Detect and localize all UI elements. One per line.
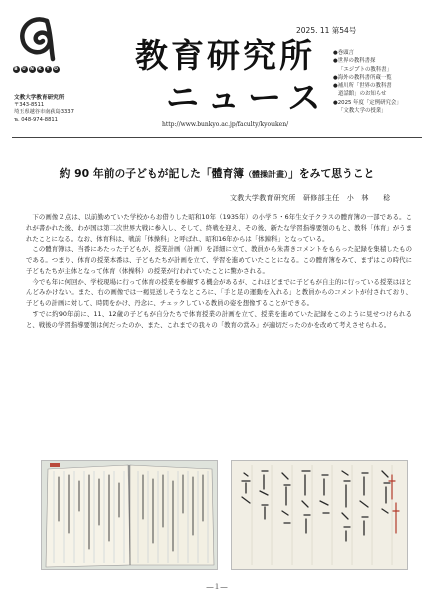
org-address-block (14, 95, 114, 124)
postal-code: 〒343-8511 (14, 102, 45, 109)
header-divider (12, 137, 422, 138)
org-name: 文教大学教育研究所 (14, 95, 65, 101)
page-number: ―１― (206, 583, 228, 591)
table-of-contents (333, 49, 429, 115)
address: 埼玉県越谷市南荻島3337 (14, 109, 74, 116)
article-byline: 文教大学教育研究所 研修部主任 小 林 稔 (230, 194, 391, 202)
paragraph: すでに約90年前に、11、12歳の子どもが自分たちで体育授業の計画を立て、授業を進めていた記録をこのように見せつけられると、戦後の学習指導要領は何だったのか、また、これまでの我々の「教育の営み」が適切だったのかを改めて考えさせられる。 (26, 309, 412, 329)
bunkyo-logo (13, 13, 63, 63)
logo-swirl-icon (13, 13, 63, 63)
paragraph: 今でも年に何回か、学校現場に行って体育の授業を参観する機会があるが、これほどまでに子どもが自主的に行っている授業はほとんどみかけない。また、右の画像では一褐見送しそうなところに、「手と足の運動を入れる」と教員からのコメントが付されており、子どもの計画に対して、時間をかけ、丹念に、チェックしている教員の姿を想像することができる。 (26, 277, 412, 307)
paragraph: この體育簿は、当番にあたった子どもが、授業計画（計画）を詳細に立て、教員から朱書きコメントをもらった記録を集積したものである。つまり、体育の授業本番は、子どもたちが計画を立て、学習を進めていたことになる。この體育簿をみて、まずはこの時代に子どもたちが主体となって体育（体操科）の授業が行われていたことに驚かされる。 (26, 245, 412, 275)
notebook-photo-right (231, 460, 408, 570)
notebook-photo-left (41, 460, 218, 570)
toc-item: 道話館」のお知らせ (338, 91, 387, 98)
toc-item: 「文教大学の授業」 (338, 108, 387, 115)
phone: ℡ 048-974-8811 (14, 116, 58, 123)
toc-item: ●2025 年度「定例研究会」 (333, 99, 402, 106)
masthead-title: 教育研究所 (135, 36, 315, 75)
toc-item: 「エジプトの教科書」 (338, 66, 392, 73)
toc-item: ●補川所「世界の教科書 (333, 83, 392, 90)
article-headline: 約 90 年前の子どもが記した「體育簿（體操計畫）」をみて思うこと (59, 167, 375, 180)
issue-date: 2025. 11 第54号 (296, 26, 357, 35)
paragraph: 下の画像２点は、以前勤めていた学校からお借りした昭和10年（1935年）の小学５・6年生女子クラスの體育簿の一部である。これが書かれた後、わが国は第二次世界大戦に参入し、そして、終戦を迎え、その後、新たな学習指導要領のもと、教科「体育」がうまれたことになる。なお、体育科は、戦前「体操科」と呼ばれ、昭和16年からは「体錬科」となっている。 (26, 213, 412, 243)
toc-item: ●世界の教科書探 (333, 58, 376, 65)
article-body (26, 212, 412, 330)
logo-wordmark: B U N K Y O (14, 67, 58, 72)
masthead-subtitle: ニュース (166, 78, 329, 117)
website-url[interactable]: http://www.bunkyo.ac.jp/faculty/kyouken/ (162, 121, 289, 128)
toc-item: ●海外の教科書所蔵一覧 (333, 74, 392, 81)
toc-item: ●巻頭言 (333, 50, 354, 56)
